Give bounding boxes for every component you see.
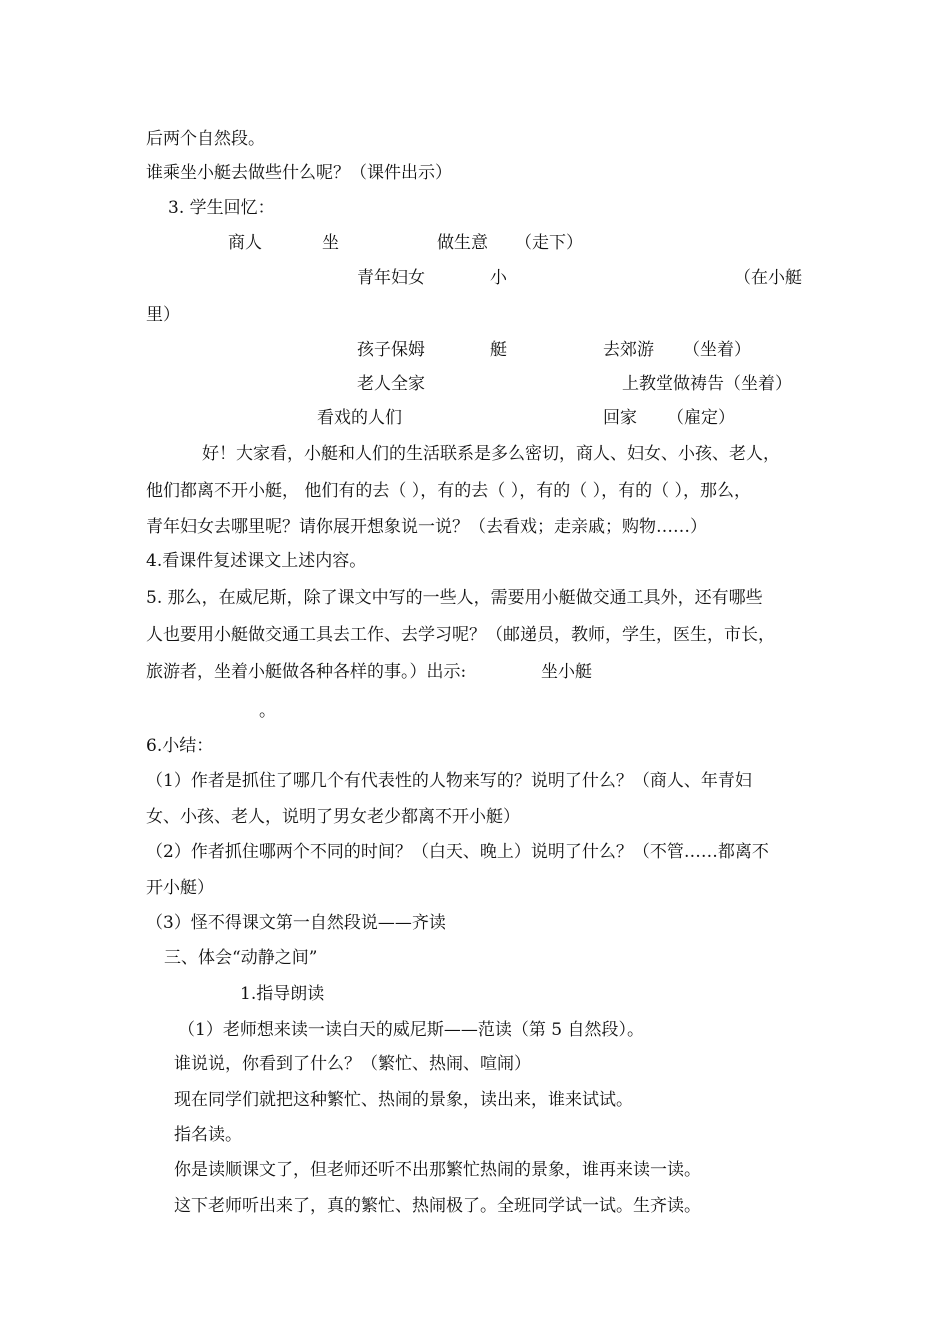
table-cell: 里） bbox=[146, 305, 180, 325]
text-line: 好！大家看，小艇和人们的生活联系是多么密切，商人、妇女、小孩、老人， bbox=[202, 444, 780, 464]
table-cell: 上教堂做祷告（坐着） bbox=[622, 374, 792, 394]
table-cell: 坐 bbox=[322, 233, 339, 253]
table-cell: 回家 bbox=[603, 408, 637, 428]
table-cell: （雇定） bbox=[667, 408, 735, 428]
text-line: 女、小孩、老人，说明了男女老少都离不开小艇） bbox=[146, 807, 520, 827]
text-line: 指名读。 bbox=[174, 1125, 242, 1145]
text-line: 他们都离不开小艇， 他们有的去（ ），有的去（ ），有的（ ），有的（ ），那么， bbox=[146, 481, 752, 501]
step-heading: 4.看课件复述课文上述内容。 bbox=[146, 551, 367, 571]
table-cell: （走下） bbox=[515, 233, 583, 253]
text-line: 现在同学们就把这种繁忙、热闹的景象，读出来，谁来试试。 bbox=[174, 1090, 633, 1110]
table-cell: 去郊游 bbox=[603, 340, 654, 360]
text-line: 人也要用小艇做交通工具去工作、去学习呢？（邮递员，教师，学生，医生，市长， bbox=[146, 625, 775, 645]
table-cell: 做生意 bbox=[437, 233, 488, 253]
table-cell: （坐着） bbox=[683, 340, 751, 360]
text-line: （1）老师想来读一读白天的威尼斯——范读（第 5 自然段）。 bbox=[178, 1020, 644, 1040]
text-line: （3）怪不得课文第一自然段说——齐读 bbox=[146, 913, 446, 933]
text-line: 这下老师听出来了，真的繁忙、热闹极了。全班同学试一试。生齐读。 bbox=[174, 1196, 701, 1216]
table-cell: 看戏的人们 bbox=[317, 408, 402, 428]
text-line: （1）作者是抓住了哪几个有代表性的人物来写的？说明了什么？（商人、年青妇 bbox=[146, 771, 752, 791]
table-cell: 小 bbox=[490, 268, 507, 288]
table-cell: 艇 bbox=[490, 340, 507, 360]
text-line: 。 bbox=[259, 701, 276, 721]
table-cell: 老人全家 bbox=[357, 374, 425, 394]
section-heading: 三、体会“动静之间” bbox=[164, 948, 318, 968]
text-line: 坐小艇 bbox=[541, 662, 592, 682]
text-line: （2）作者抓住哪两个不同的时间？（白天、晚上）说明了什么？（不管……都离不 bbox=[146, 842, 769, 862]
text-line: 青年妇女去哪里呢？请你展开想象说一说？（去看戏；走亲戚；购物……） bbox=[146, 517, 707, 537]
text-line: 旅游者，坐着小艇做各种各样的事。）出示: bbox=[146, 662, 467, 682]
table-cell: 孩子保姆 bbox=[357, 340, 425, 360]
step-heading: 1.指导朗读 bbox=[240, 984, 325, 1004]
text-line: 后两个自然段。 bbox=[146, 129, 265, 149]
table-cell: 商人 bbox=[228, 233, 262, 253]
text-line: 5. 那么，在威尼斯，除了课文中写的一些人，需要用小艇做交通工具外，还有哪些 bbox=[146, 588, 763, 608]
step-heading: 3. 学生回忆： bbox=[168, 198, 275, 218]
text-line: 谁说说，你看到了什么？（繁忙、热闹、喧闹） bbox=[174, 1054, 531, 1074]
text-line: 谁乘坐小艇去做些什么呢？（课件出示） bbox=[146, 163, 452, 183]
text-line: 你是读顺课文了，但老师还听不出那繁忙热闹的景象，谁再来读一读。 bbox=[174, 1160, 701, 1180]
table-cell: （在小艇 bbox=[734, 268, 802, 288]
step-heading: 6.小结： bbox=[146, 736, 214, 756]
table-cell: 青年妇女 bbox=[357, 268, 425, 288]
text-line: 开小艇） bbox=[146, 878, 214, 898]
